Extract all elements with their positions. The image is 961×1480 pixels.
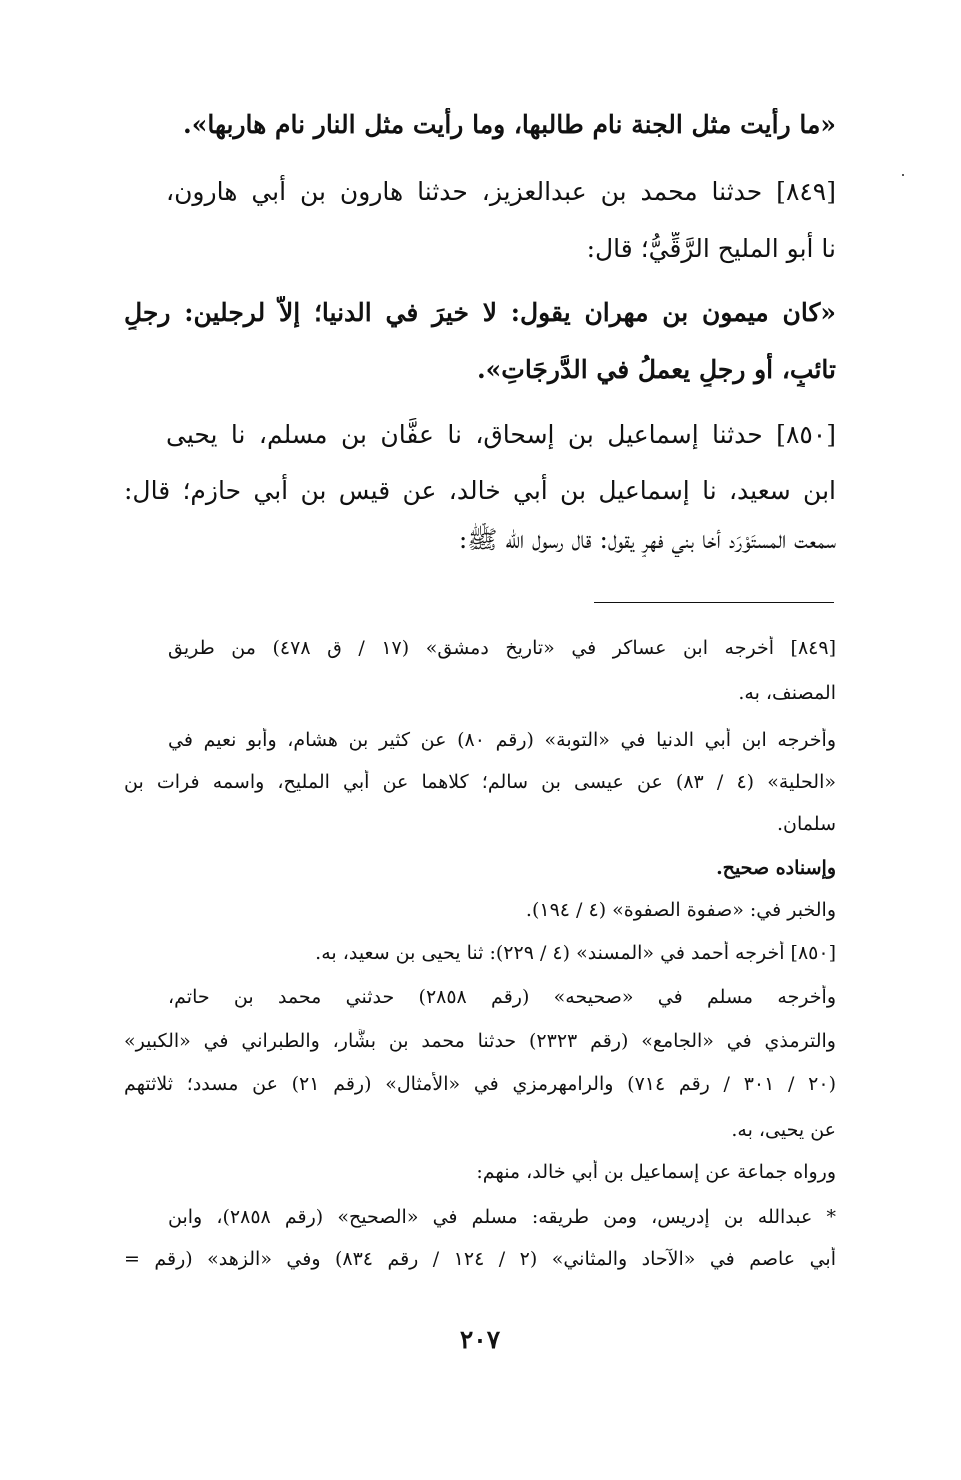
footnote-line-2: المصنف، به. bbox=[738, 682, 836, 704]
main-text-line-3: نا أبو المليح الرَّقِّيُّ؛ قال: bbox=[586, 234, 836, 263]
margin-mark bbox=[902, 174, 904, 176]
main-text-line-1: «ما رأيت مثل الجنة نام طالبها، وما رأيت مثل النار نام هاربها». bbox=[183, 110, 836, 139]
footnote-line-11: (٢٠ / ٣٠١ / رقم ٧١٤) والرامهرمزي في «الأمثال» (رقم ٢١) عن مسدد؛ ثلاثتهم bbox=[124, 1073, 836, 1095]
footnote-line-15: أبي عاصم في «الآحاد والمثاني» (٢ / ١٢٤ / رقم ٨٣٤) وفي «الزهد» (رقم = bbox=[124, 1248, 836, 1270]
footnote-line-4: «الحلية» (٤ / ٨٣) عن عيسى بن سالم؛ كلاهما عن أبي المليح، واسمه فرات بن bbox=[124, 771, 836, 793]
footnote-line-12: عن يحيى، به. bbox=[731, 1119, 836, 1141]
main-text-line-7: ابن سعيد، نا إسماعيل بن أبي خالد، عن قيس بن أبي حازم؛ قال: bbox=[124, 476, 836, 505]
main-text-line-6: [٨٥٠] حدثنا إسماعيل بن إسحاق، نا عفَّان بن مسلم، نا يحيى bbox=[166, 420, 836, 449]
footnote-line-13: ورواه جماعة عن إسماعيل بن أبي خالد، منهم: bbox=[476, 1161, 836, 1183]
footnote-line-6: وإسناده صحيح. bbox=[716, 857, 836, 879]
page-number: ٢٠٧ bbox=[459, 1325, 501, 1354]
footnote-line-7: والخبر في: «صفوة الصفوة» (٤ / ١٩٤). bbox=[525, 899, 836, 921]
footnote-line-5: سلمان. bbox=[777, 813, 836, 835]
footnote-line-9: وأخرجه مسلم في «صحيحه» (رقم ٢٨٥٨) حدثني محمد بن حاتم، bbox=[168, 986, 836, 1008]
main-text-line-5: تائبٍ، أو رجلٍ يعملُ في الدَّرجَاتِ». bbox=[476, 355, 836, 384]
main-text-line-2: [٨٤٩] حدثنا محمد بن عبدالعزيز، حدثنا هارون بن أبي هارون، bbox=[166, 177, 836, 206]
footnote-line-14: * عبدالله بن إدريس، ومن طريقه: مسلم في «الصحيح» (رقم ٢٨٥٨)، وابن bbox=[168, 1206, 836, 1228]
footnote-separator bbox=[594, 602, 834, 603]
footnote-line-8: [٨٥٠] أخرجه أحمد في «المسند» (٤ / ٢٢٩): ثنا يحيى بن سعيد، به. bbox=[315, 942, 836, 964]
main-text-line-8: سمعت المستَوْرَد أخا بني فهرٍ يقول: قال رسول الله ﷺ: bbox=[458, 525, 836, 554]
footnote-line-3: وأخرجه ابن أبي الدنيا في «التوبة» (رقم ٨٠) عن كثير بن هشام، وأبو نعيم في bbox=[168, 729, 836, 751]
main-text-line-4: «كان ميمون بن مهران يقول: لا خيرَ في الدنيا؛ إلاَّ لرجلين: رجلٍ bbox=[124, 298, 836, 327]
footnote-line-1: [٨٤٩] أخرجه ابن عساكر في «تاريخ دمشق» (١٧ / ق ٤٧٨) من طريق bbox=[168, 637, 836, 659]
footnote-line-10: والترمذي في «الجامع» (رقم ٢٣٢٣) حدثنا محمد بن بشَّار، والطبراني في «الكبير» bbox=[124, 1030, 836, 1052]
